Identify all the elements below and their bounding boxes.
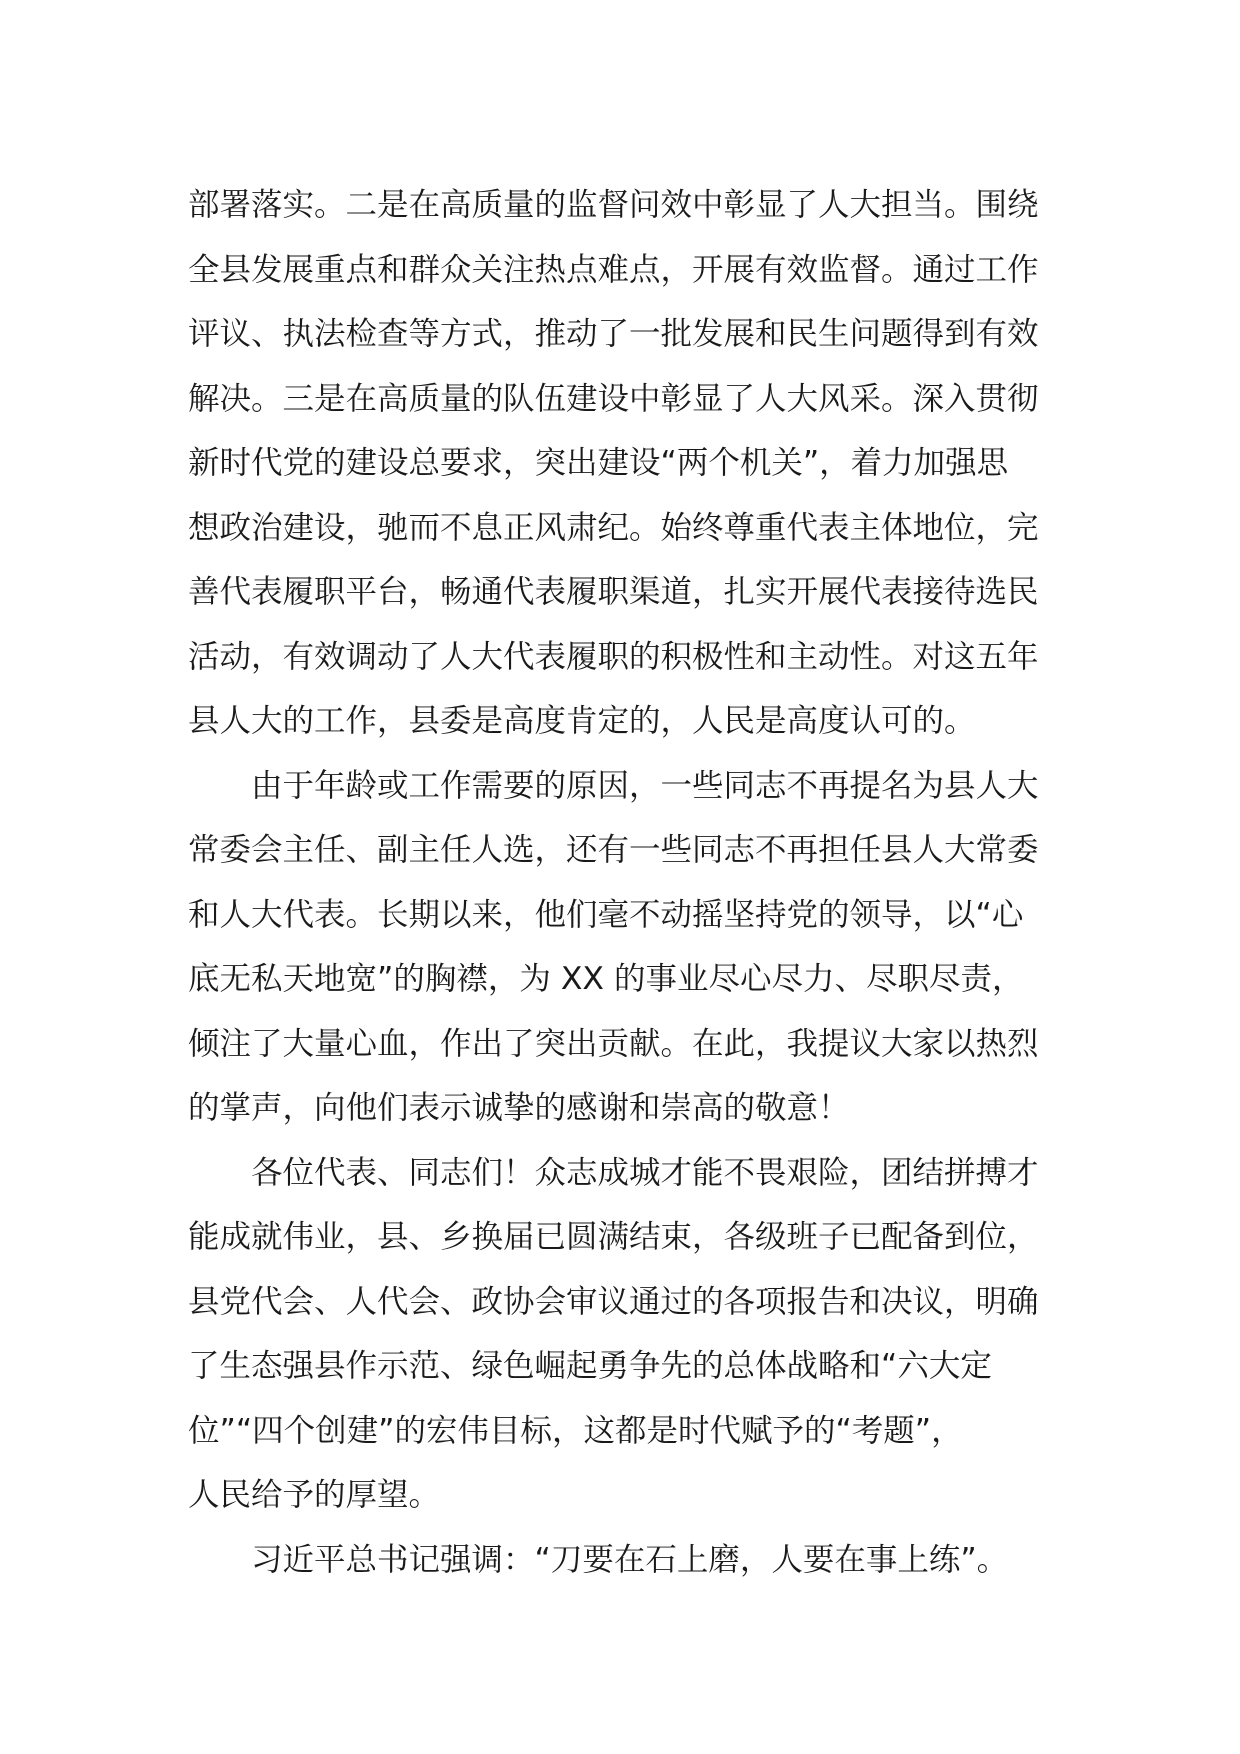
text-line: 各位代表、同志们！众志成城才能不畏艰险，团结拼搏才 <box>251 1154 1039 1191</box>
text-line: 部署落实。二是在高质量的监督问效中彰显了人大担当。围绕 <box>188 187 1039 223</box>
body-text <box>188 173 1068 1592</box>
text-line: 能成就伟业，县、乡换届已圆满结束，各级班子已配备到位， <box>188 1219 1039 1255</box>
text-line: 全县发展重点和群众关注热点难点，开展有效监督。通过工作 <box>188 251 1039 288</box>
text-line: 人民给予的厚望。 <box>188 1477 441 1513</box>
text-line: 习近平总书记强调：“刀要在石上磨，人要在事上练”。 <box>251 1541 1009 1578</box>
text-line: 位”“四个创建”的宏伟目标，这都是时代赋予的“考题”， <box>188 1412 963 1449</box>
text-line: 和人大代表。长期以来，他们毫不动摇坚持党的领导，以“心 <box>188 896 1024 933</box>
text-line: 了生态强县作示范、绿色崛起勇争先的总体战略和“六大定 <box>188 1348 992 1384</box>
text-line: 底无私天地宽”的胸襟，为 XX 的事业尽心尽力、尽职尽责， <box>188 961 1024 997</box>
text-line: 评议、执法检查等方式，推动了一批发展和民生问题得到有效 <box>188 316 1039 352</box>
text-line: 由于年龄或工作需要的原因，一些同志不再提名为县人大 <box>251 767 1039 804</box>
text-line: 倾注了大量心血，作出了突出贡献。在此，我提议大家以热烈 <box>188 1025 1039 1062</box>
text-line: 善代表履职平台，畅通代表履职渠道，扎实开展代表接待选民 <box>188 574 1039 610</box>
text-line: 想政治建设，驰而不息正风肃纪。始终尊重代表主体地位，完 <box>188 509 1039 546</box>
text-line: 的掌声，向他们表示诚挚的感谢和崇高的敬意！ <box>188 1090 850 1126</box>
text-line: 县党代会、人代会、政协会审议通过的各项报告和决议，明确 <box>188 1283 1039 1320</box>
text-line: 县人大的工作，县委是高度肯定的，人民是高度认可的。 <box>188 703 976 739</box>
text-line: 新时代党的建设总要求，突出建设“两个机关”，着力加强思 <box>188 445 1009 481</box>
text-line: 常委会主任、副主任人选，还有一些同志不再担任县人大常委 <box>188 832 1039 868</box>
text-line: 解决。三是在高质量的队伍建设中彰显了人大风采。深入贯彻 <box>188 380 1039 417</box>
text-line: 活动，有效调动了人大代表履职的积极性和主动性。对这五年 <box>188 638 1039 675</box>
